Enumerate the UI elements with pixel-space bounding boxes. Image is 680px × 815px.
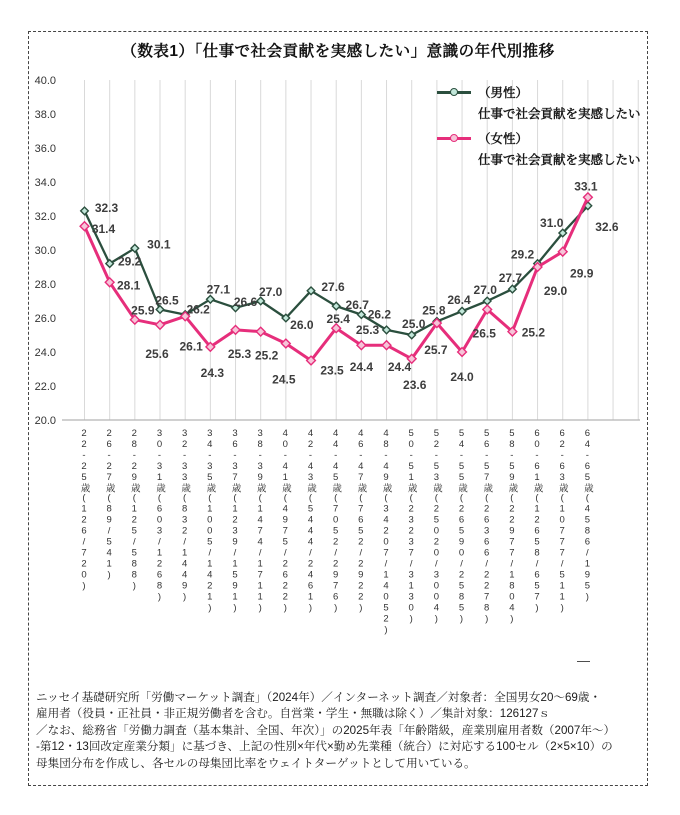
y-tick-label: 38.0	[34, 109, 56, 121]
male-data-label: 29.2	[510, 247, 535, 262]
x-axis-label: 32-33歳(832/1449)	[179, 428, 191, 603]
male-data-label: 25.0	[402, 317, 426, 331]
male-data-label: 27.6	[321, 279, 345, 294]
male-data-label: 27.0	[259, 285, 283, 299]
x-axis-label: 28-29歳(125/588)	[128, 428, 140, 592]
y-tick-label: 40.0	[34, 75, 56, 87]
female-data-label: 25.2	[521, 325, 546, 340]
male-data-label: 29.2	[117, 254, 142, 269]
x-axis-label: 64-65歳(4586/195)	[581, 428, 593, 603]
x-axis-label: 36-37歳(1239/1591)	[229, 428, 241, 614]
y-tick-label: 20.0	[34, 415, 56, 427]
male-data-label: 25.8	[422, 303, 446, 318]
male-data-point	[81, 207, 89, 215]
male-data-label: 26.6	[233, 294, 258, 309]
male-data-label: 30.1	[147, 237, 171, 252]
x-axis-label: 46-47歳(7652/2922)	[355, 428, 367, 614]
y-axis-ticks	[35, 75, 56, 427]
y-tick-label: 22.0	[34, 381, 56, 393]
male-data-point	[483, 297, 491, 305]
x-axis-label: 50-51歳(23237/3130)	[405, 428, 417, 625]
x-axis-label: 60-61歳(12658/657)	[531, 428, 543, 614]
female-data-point	[156, 320, 165, 329]
legend-entry-female	[437, 128, 641, 148]
footnote-line: ／なお、総務省「労働力調査（基本集計、全国、年次）」の2025年表「年齢階級，産業別雇用者数（2007年～）	[36, 723, 616, 737]
y-tick-label: 24.0	[34, 347, 56, 359]
axis-end-dash: ―	[577, 653, 590, 668]
male-data-label: 31.0	[540, 216, 564, 230]
x-axis-label: 44-45歳(7052/2976)	[330, 428, 342, 614]
female-data-point	[584, 193, 593, 202]
female-data-labels	[92, 179, 598, 391]
x-axis-label: 40-41歳(4975/2622)	[279, 428, 291, 614]
x-axis-label: 38-39歳(1474/1711)	[254, 428, 266, 614]
x-axis-label: 34-35歳(1005/1421)	[204, 428, 216, 614]
legend-female-sublabel: 仕事で社会貢献を実感したい	[478, 153, 641, 167]
male-data-label: 32.6	[595, 219, 619, 234]
x-axis-label: 62-63歳(10777/511)	[556, 428, 568, 614]
male-data-point	[458, 307, 466, 315]
x-axis-label: 54-55歳(26590/2585)	[456, 428, 468, 625]
x-axis-label: 52-53歳(25020/3004)	[430, 428, 442, 625]
female-data-label: 25.7	[424, 343, 448, 358]
female-data-label: 24.3	[200, 365, 225, 380]
female-data-label: 26.5	[472, 326, 496, 341]
chart-legend	[437, 82, 641, 174]
footnote-line: ニッセイ基礎研究所「労働マーケット調査」（2024年）／インターネット調査／対象者：全国男女20～69歳・	[36, 691, 602, 704]
male-data-label: 26.2	[186, 302, 210, 317]
footnote-line: 母集団分布を作成し、各セルの母集団比率をウェイトターゲットとして用いている。	[36, 756, 476, 770]
legend-female-label: （女性）	[478, 132, 529, 146]
male-data-label: 27.7	[498, 271, 523, 286]
female-data-label: 25.2	[255, 348, 279, 363]
male-line-marker-icon	[437, 86, 471, 98]
male-data-label: 26.0	[290, 318, 314, 332]
female-data-label: 29.9	[570, 266, 594, 281]
y-tick-label: 26.0	[34, 313, 56, 325]
female-data-label: 25.9	[131, 303, 155, 318]
female-data-label: 31.4	[91, 222, 116, 237]
chart-title: （数表1）「仕事で社会貢献を実感したい」意識の年代別推移	[121, 43, 555, 60]
legend-male-sublabel: 仕事で社会貢献を実感したい	[478, 107, 641, 121]
x-axis-label: 22-25歳(126/720)	[78, 428, 90, 592]
female-data-label: 29.0	[543, 284, 568, 298]
female-data-label: 28.1	[116, 278, 141, 293]
x-axis-label: 26-27歳(89/541)	[103, 428, 115, 581]
x-axis-label: 58-59歳(22977/1804)	[506, 428, 518, 625]
female-data-label: 33.1	[574, 179, 598, 194]
y-tick-label: 30.0	[34, 245, 56, 257]
female-data-label: 24.5	[272, 372, 296, 387]
male-data-label: 25.3	[355, 322, 380, 337]
y-tick-label: 32.0	[34, 211, 56, 223]
male-data-label: 26.2	[367, 307, 392, 322]
x-axis-label: 56-57歳(26366/2278)	[481, 428, 493, 625]
footnote-line: -第12・13回改定産業分類」に基づき、上記の性別×年代×勤め先業種（統合）に対応する100セル（2×5×10）の	[36, 740, 613, 754]
male-data-label: 26.4	[447, 293, 471, 308]
female-data-label: 25.6	[145, 346, 169, 361]
male-data-label: 27.0	[473, 283, 497, 297]
female-data-label: 25.3	[227, 346, 252, 361]
source-footnote	[36, 690, 642, 772]
male-data-label: 32.3	[94, 200, 119, 215]
female-data-label: 24.0	[450, 370, 474, 384]
y-tick-label: 34.0	[34, 177, 56, 189]
female-line-marker-icon	[437, 132, 471, 144]
x-axis-label: 30-31歳(603/1268)	[153, 428, 165, 603]
female-data-label: 23.6	[403, 377, 427, 392]
x-axis-label: 42-43歳(5444/2461)	[304, 428, 316, 614]
male-data-label: 26.5	[155, 293, 179, 308]
female-data-label: 24.4	[349, 360, 374, 375]
male-data-label: 27.1	[206, 282, 231, 297]
female-data-label: 25.4	[326, 312, 350, 327]
y-tick-label: 36.0	[34, 143, 56, 155]
legend-male-label: （男性）	[478, 86, 529, 100]
female-data-label: 23.5	[320, 363, 344, 378]
female-data-label: 24.4	[387, 360, 412, 375]
female-data-label: 26.1	[179, 339, 203, 354]
footnote-line: 雇用者（役員・正社員・非正規労働者を含む。自営業・学生・無職は除く）／集計対象：126127ｓ	[36, 707, 551, 721]
legend-entry-male	[437, 82, 641, 102]
female-data-point	[80, 222, 89, 231]
male-data-label: 26.7	[345, 298, 369, 313]
y-tick-label: 28.0	[34, 279, 56, 291]
x-axis-label: 48-49歳(34207/14052)	[380, 428, 392, 636]
